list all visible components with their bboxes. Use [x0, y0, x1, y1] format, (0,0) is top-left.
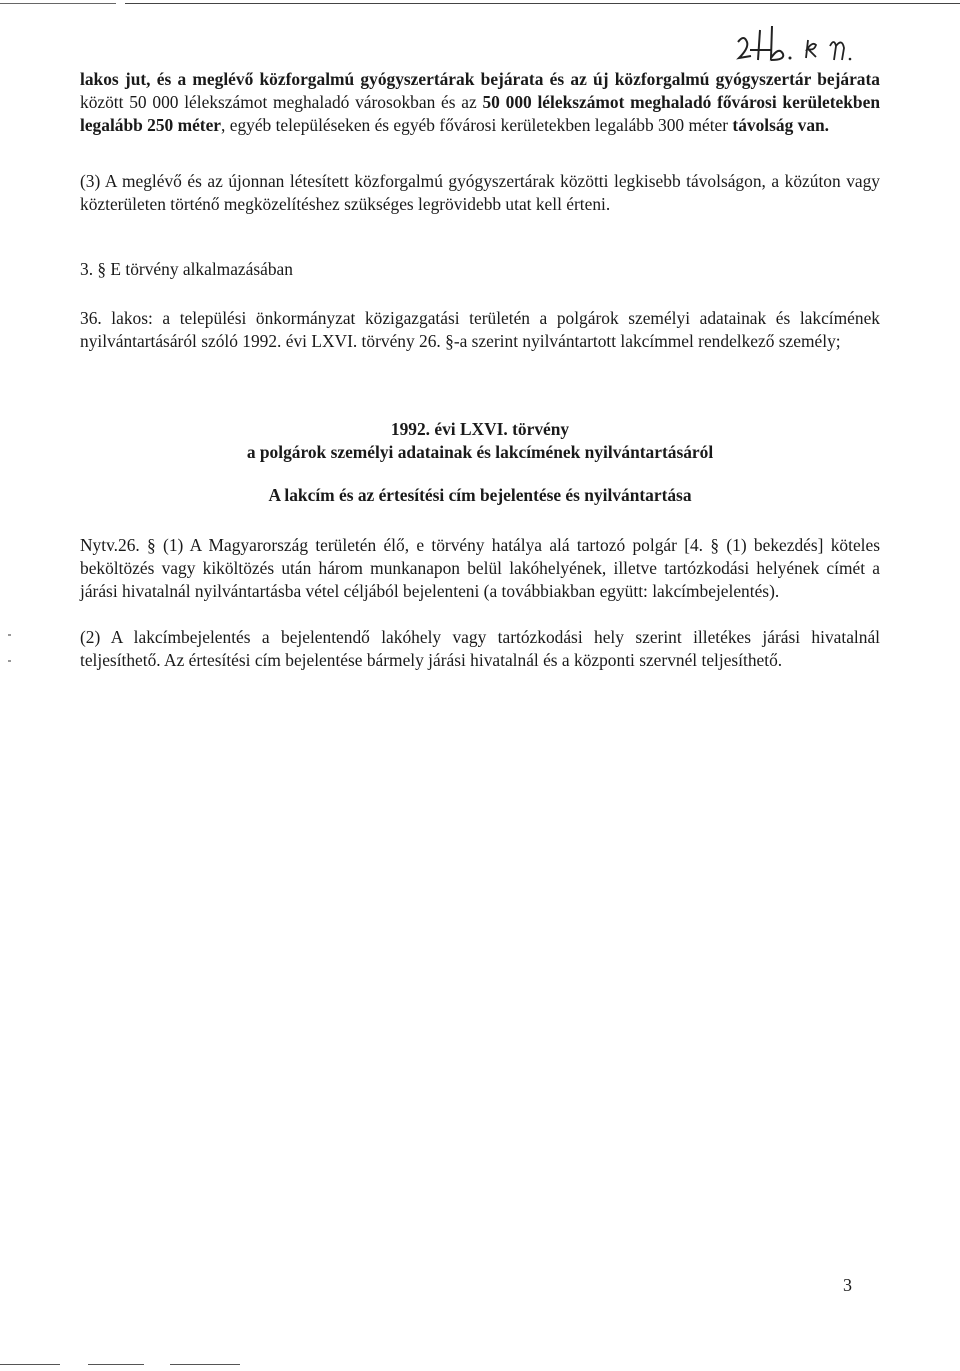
regular-text: , egyéb településeken és egyéb fővárosi kerületekben legalább 300 méter: [221, 115, 733, 135]
paragraph-lakos-definition: 36. lakos: a települési önkormányzat közigazgatási területén a polgárok személyi adatainak és lakcímének nyilvántartásáról szóló 1992. évi LXVI. törvény 26. §-a szerint nyilvántartott lakcímmel rendelkező személy;: [80, 308, 880, 351]
top-rule-left: [0, 3, 116, 4]
handwritten-note: [730, 18, 860, 68]
bold-text: távolság van.: [732, 115, 830, 135]
chapter-title: A lakcím és az értesítési cím bejelentése és nyilvántartása: [268, 485, 692, 505]
bold-text: lakos jut, és a meglévő közforgalmú gyógyszertárak bejárata és az új közforgalmú gyógyszertár bejárata: [80, 69, 880, 89]
paragraph-3: (3) A meglévő és az újonnan létesített közforgalmú gyógyszertárak közötti legkisebb távolságon, a közúton vagy közterületen történő megközelítéshez szükséges legrövidebb utat kell érteni.: [80, 171, 880, 214]
bottom-rule: [170, 1364, 240, 1365]
paragraph-nytv-26-1: Nytv.26. § (1) A Magyarország területén élő, e törvény hatálya alá tartozó polgár [4. § (1) bekezdés] köteles beköltözés vagy kiköltözés után három munkanapon belül lakóhelyének, illetve tartózkodási helyének címét a járási hivatalnál nyilvántartásba vétel céljából bejelenteni (a továbbiakban együtt: lakcímbejelentés).: [80, 535, 880, 601]
law-subtitle: a polgárok személyi adatainak és lakcímének nyilvántartásáról: [246, 442, 714, 462]
regular-text: között 50 000 lélekszámot meghaladó városokban és az: [80, 92, 483, 112]
bottom-rule: [88, 1364, 144, 1365]
bottom-rule: [0, 1364, 60, 1365]
top-rule: [125, 3, 960, 4]
scan-speck: [8, 634, 11, 636]
paragraph-distance-rule: [80, 68, 880, 137]
section-heading: 3. § E törvény alkalmazásában: [80, 259, 293, 279]
law-title: 1992. évi LXVI. törvény: [390, 419, 570, 439]
scan-speck: [8, 660, 11, 662]
page-number: 3: [843, 1275, 852, 1295]
paragraph-nytv-26-2: (2) A lakcímbejelentés a bejelentendő lakóhely vagy tartózkodási hely szerint illetékes járási hivatalnál teljesíthető. Az értesítési cím bejelentése bármely járási hivatalnál és a központi szervnél teljesíthető.: [80, 627, 880, 670]
bold-text: 50 000 lélekszámot meghaladó fővárosi kerületekben legalább 250 méter: [80, 92, 880, 135]
